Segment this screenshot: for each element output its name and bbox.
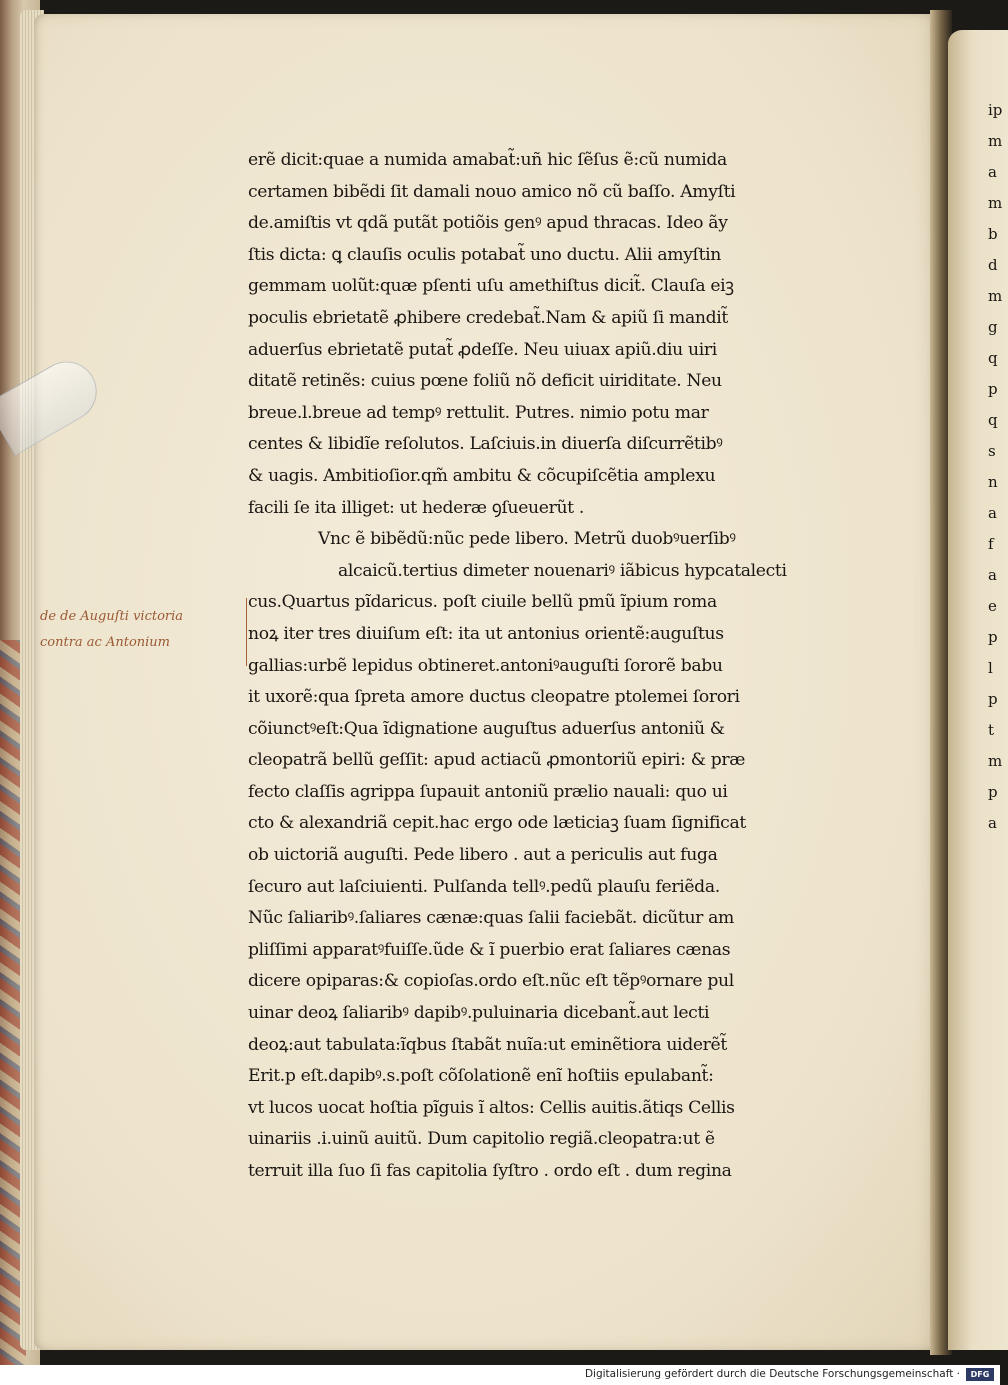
text-line: breue.l.breue ad tempꝰ rettulit. Putres. nimio potu mar — [248, 402, 709, 423]
footer-credit: Digitalisierung gefördert durch die Deutsche Forschungsgemeinschaft · — [584, 1368, 960, 1380]
right-page-fragment: a — [988, 504, 997, 522]
right-page-fragment: d — [988, 256, 998, 274]
text-line: gallias:urbẽ lepidus obtineret.antoniꝰauguſti ſororẽ babu — [248, 655, 723, 676]
right-page-fragment: q — [988, 349, 998, 367]
footer-bar — [0, 1365, 1000, 1385]
right-page-fragment: p — [988, 380, 998, 398]
text-line: uinar deoꝝ ſaliaribꝰ dapibꝰ.puluinaria dicebant̃.aut lecti — [248, 1003, 710, 1024]
text-line: Vnc ẽ bibẽdũ:nũc pede libero. Metrũ duobꝰuerſibꝰ — [318, 529, 736, 550]
text-line: ſtis dicta: ꝗ clauſis oculis potabat̃ uno ductu. Alii amyſtin — [248, 244, 721, 265]
text-line: deoꝝ:aut tabulata:ĩqbus ſtabãt nuĩa:ut eminẽtiora uiderẽt̃ — [248, 1034, 727, 1055]
right-page-fragment: f — [988, 535, 994, 553]
text-line: de.amiſtis vt qdã putãt potiõis genꝰ apud thracas. Ideo ãy — [248, 213, 728, 234]
dfg-logo: DFG — [966, 1368, 994, 1381]
text-line: noꝝ iter tres diuiſum eſt: ita ut antonius orientẽ:auguſtus — [248, 623, 724, 644]
margin-note-line: de de Auguſti victoria — [40, 609, 184, 624]
text-line: ſecuro aut laſciuienti. Pulſanda tellꝰ.pedũ plauſu feriẽda. — [248, 876, 720, 897]
text-line: erẽ dicit:quae a numida amabat̃:uñ hic ſẽſus ẽ:cũ numida — [248, 150, 727, 170]
text-line: it uxorẽ:qua ſpreta amore ductus cleopatre ptolemei ſorori — [248, 687, 740, 708]
right-page-fragment: s — [988, 442, 996, 460]
right-page-fragment: ip — [988, 101, 1003, 119]
text-line: alcaicũ.tertius dimeter nouenariꝰ iãbicus hypcatalecti — [338, 560, 787, 581]
right-page-fragment: a — [988, 566, 997, 584]
text-line: facili ſe ita illiget: ut hederæ ꝯſueuerũt . — [248, 497, 584, 518]
text-line: aduerſus ebrietatẽ putat̃ ꝓdeſſe. Neu uiuax apiũ.diu uiri — [248, 339, 717, 360]
right-page-fragment: n — [988, 473, 998, 491]
right-page-fragment: p — [988, 628, 998, 646]
text-line: & uagis. Ambitioſior.qm̃ ambitu & cõcupiſcẽtia amplexu — [248, 465, 716, 486]
right-page-fragment: g — [988, 318, 998, 336]
text-line: uinariis .i.uinũ auitũ. Dum capitolio regiã.cleopatra:ut ẽ — [248, 1129, 715, 1150]
margin-note-line: contra ac Antonium — [40, 635, 171, 650]
right-page-fragment: t — [988, 721, 995, 739]
right-page-fragment: p — [988, 690, 998, 708]
right-page-fragment: e — [988, 597, 997, 615]
right-page-fragment: b — [988, 225, 998, 243]
right-page-fragment: m — [988, 194, 1003, 212]
margin-note — [40, 604, 250, 656]
text-line: ob uictoriã auguſti. Pede libero . aut a periculis aut fuga — [248, 845, 718, 866]
printed-text-block — [248, 145, 848, 1188]
text-line: gemmam uolũt:quæ pſenti uſu amethiſtus dicit̃. Clauſa eiꝫ — [248, 276, 734, 297]
text-line: pliſſimi apparatꝰfuiſſe.ũde & ĩ puerbio erat ſaliares cænas — [248, 939, 731, 960]
right-page-fragment: a — [988, 814, 997, 832]
text-line: cto & alexandriã cepit.hac ergo ode læticiaꝫ ſuam ſignificat — [248, 813, 746, 834]
text-line: vt lucos uocat hoſtia pĩguis ĩ altos: Cellis auitis.ãtiqs Cellis — [248, 1097, 735, 1118]
text-line: terruit illa ſuo ſi fas capitolia ſyſtro . ordo eſt . dum regina — [248, 1161, 732, 1181]
text-line: dicere opiparas:& copioſas.ordo eſt.nũc eſt tẽpꝰornare pul — [248, 971, 734, 992]
text-line: centes & libidĩe reſolutos. Laſciuis.in diuerſa diſcurrẽtibꝰ — [248, 434, 723, 455]
text-line: fecto claſſis agrippa ſupauit antoniũ prælio nauali: quo ui — [248, 781, 728, 802]
right-page-fragment: l — [988, 659, 993, 677]
text-line: certamen bibẽdi ſit damali nouo amico nõ cũ baſſo. Amyſti — [248, 181, 736, 202]
right-page-fragment: p — [988, 783, 998, 801]
right-page-fragment: q — [988, 411, 998, 429]
text-line: Nũc ſaliaribꝰ.ſaliares cænæ:quas ſalii faciebãt. dicũtur am — [248, 908, 735, 929]
text-line: ditatẽ retinẽs: cuius pœne foliũ nõ deficit uiriditate. Neu — [248, 371, 722, 392]
right-page-fragment: m — [988, 287, 1003, 305]
right-page-fragment: m — [988, 752, 1003, 770]
text-line: cleopatrã bellũ geſſit: apud actiacũ ꝓmontoriũ epiri: & præ — [248, 750, 746, 771]
text-line: cõiunctꝰeſt:Qua ĩdignatione auguſtus aduerſus antoniũ & — [248, 718, 725, 739]
text-line: cus.Quartus pĩdaricus. poſt ciuile bellũ pmũ ĩpium roma — [248, 592, 717, 613]
right-page-fragment: m — [988, 132, 1003, 150]
text-line: Erit.p eſt.dapibꝰ.s.poſt cõſolationẽ enĩ hoſtiis epulabant̃: — [248, 1066, 714, 1087]
right-page-fragment: a — [988, 163, 997, 181]
text-line: poculis ebrietatẽ ꝓhibere credebat̃.Nam & apiũ ſi mandit̃ — [248, 307, 728, 328]
